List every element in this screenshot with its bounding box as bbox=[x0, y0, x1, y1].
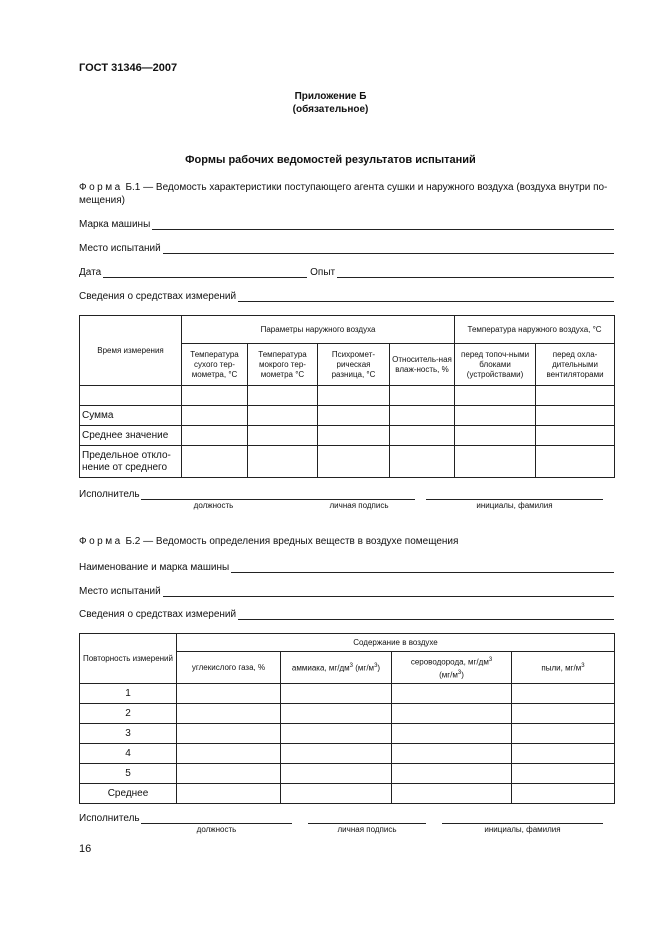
table-cell[interactable] bbox=[390, 446, 455, 478]
test-place-line-2[interactable] bbox=[163, 585, 614, 597]
executor-label-2: Исполнитель bbox=[79, 813, 140, 824]
form1-caption-line1: Б.1 — Ведомость характеристики поступающего агента сушки и наружного воздуха (воздуха внутри по- bbox=[125, 182, 608, 193]
table-cell[interactable] bbox=[512, 744, 615, 764]
col-h2s-unit: (мг/м bbox=[439, 670, 458, 680]
signature-caption: личная подпись bbox=[329, 501, 389, 510]
close-paren: ) bbox=[461, 670, 464, 680]
table-cell[interactable] bbox=[177, 744, 281, 764]
table-cell[interactable] bbox=[390, 406, 455, 426]
initials-line[interactable] bbox=[426, 498, 603, 500]
row-label: 4 bbox=[80, 744, 177, 764]
name-brand-field[interactable] bbox=[79, 559, 614, 573]
table-row bbox=[80, 704, 615, 724]
test-place-field-2[interactable] bbox=[79, 583, 614, 597]
table-cell[interactable] bbox=[177, 684, 281, 704]
form1-prefix: Форма bbox=[79, 182, 123, 193]
table-cell[interactable] bbox=[455, 446, 536, 478]
page-number: 16 bbox=[79, 843, 92, 855]
col-ammonia-unit: (мг/м bbox=[355, 663, 375, 673]
table-cell[interactable] bbox=[177, 724, 281, 744]
table-cell[interactable] bbox=[536, 426, 615, 446]
table-cell[interactable] bbox=[392, 764, 512, 784]
test-place-line[interactable] bbox=[163, 242, 614, 254]
name-brand-label: Наименование и марка машины bbox=[79, 562, 230, 573]
table-cell[interactable] bbox=[177, 704, 281, 724]
table-cell[interactable] bbox=[455, 406, 536, 426]
test-place-label-2: Место испытаний bbox=[79, 586, 161, 597]
table-cell[interactable] bbox=[281, 764, 392, 784]
form1-caption-line2: мещения) bbox=[79, 195, 125, 206]
form2-caption bbox=[79, 535, 619, 548]
instruments-line[interactable] bbox=[238, 290, 614, 302]
table-cell[interactable] bbox=[248, 426, 318, 446]
col-humidity: Относитель-ная влаж-ность, % bbox=[390, 344, 455, 386]
table-cell[interactable] bbox=[536, 386, 615, 406]
repeat-header: Повторность измерений bbox=[80, 634, 177, 684]
form2-signature bbox=[79, 810, 614, 824]
table-cell[interactable] bbox=[512, 724, 615, 744]
sup3: 3 bbox=[349, 663, 354, 670]
machine-brand-label: Марка машины bbox=[79, 219, 151, 230]
form2-table bbox=[79, 633, 615, 804]
name-brand-line[interactable] bbox=[231, 561, 614, 573]
sup3: 3 bbox=[488, 656, 493, 663]
table-row bbox=[80, 684, 615, 704]
experiment-line[interactable] bbox=[337, 266, 614, 278]
close-paren: ) bbox=[377, 663, 381, 673]
test-place-label: Место испытаний bbox=[79, 243, 161, 254]
sup3: 3 bbox=[581, 663, 585, 670]
initials-caption: инициалы, фамилия bbox=[476, 501, 553, 510]
col-dust bbox=[512, 652, 615, 684]
table-cell[interactable] bbox=[390, 386, 455, 406]
position-caption-2: должность bbox=[196, 825, 237, 834]
machine-brand-field[interactable] bbox=[79, 216, 614, 230]
machine-brand-line[interactable] bbox=[152, 218, 614, 230]
table-cell[interactable] bbox=[318, 406, 390, 426]
table-cell[interactable] bbox=[281, 724, 392, 744]
table-cell[interactable] bbox=[182, 386, 248, 406]
appendix-subtitle: (обязательное) bbox=[292, 104, 369, 115]
table-cell[interactable] bbox=[392, 784, 512, 804]
col-ammonia-text: аммиака, мг/дм bbox=[291, 663, 350, 673]
col-dust-text: пыли, мг/м bbox=[541, 663, 582, 673]
col-co2: углекислого газа, % bbox=[177, 652, 281, 684]
instruments-field-2[interactable] bbox=[79, 606, 614, 620]
signature-caption-2: личная подпись bbox=[337, 825, 397, 834]
table-cell[interactable] bbox=[318, 386, 390, 406]
instruments-label: Сведения о средствах измерений bbox=[79, 291, 237, 302]
outdoor-temp-header: Температура наружного воздуха, °С bbox=[455, 316, 615, 344]
table-cell[interactable] bbox=[248, 406, 318, 426]
table-cell[interactable] bbox=[182, 426, 248, 446]
row-label bbox=[80, 386, 182, 406]
table-row bbox=[80, 446, 615, 478]
row-label: 1 bbox=[80, 684, 177, 704]
col-before-heat: перед топоч-ными блоками (устройствами) bbox=[455, 344, 536, 386]
row-label: Среднее bbox=[80, 784, 177, 804]
position-line-2[interactable] bbox=[141, 822, 292, 824]
table-row bbox=[80, 386, 615, 406]
signature-line-2[interactable] bbox=[308, 822, 426, 824]
date-experiment-field[interactable] bbox=[79, 264, 614, 278]
appendix-title: Приложение Б bbox=[294, 91, 367, 102]
table-cell[interactable] bbox=[392, 704, 512, 724]
table-cell[interactable] bbox=[182, 406, 248, 426]
table-cell[interactable] bbox=[455, 386, 536, 406]
form1-caption bbox=[79, 181, 619, 207]
row-label: 2 bbox=[80, 704, 177, 724]
initials-caption-2: инициалы, фамилия bbox=[484, 825, 561, 834]
instruments-line-2[interactable] bbox=[238, 608, 614, 620]
table-cell[interactable] bbox=[281, 744, 392, 764]
table-row bbox=[80, 426, 615, 446]
table-cell[interactable] bbox=[512, 704, 615, 724]
date-line[interactable] bbox=[103, 266, 307, 278]
row-label: Предельное откло-нение от среднего bbox=[80, 446, 182, 478]
table-row bbox=[80, 764, 615, 784]
form2-caption-text: Б.2 — Ведомость определения вредных веществ в воздухе помещения bbox=[125, 536, 459, 547]
table-cell[interactable] bbox=[392, 684, 512, 704]
executor-label: Исполнитель bbox=[79, 489, 140, 500]
col-h2s bbox=[392, 652, 512, 684]
table-cell[interactable] bbox=[182, 446, 248, 478]
content-header: Содержание в воздухе bbox=[177, 634, 615, 652]
table-cell[interactable] bbox=[177, 784, 281, 804]
table-cell[interactable] bbox=[392, 724, 512, 744]
table-cell[interactable] bbox=[281, 784, 392, 804]
experiment-label: Опыт bbox=[310, 267, 336, 278]
table-cell[interactable] bbox=[390, 426, 455, 446]
col-wet-thermo: Температура мокрого тер-мометра °С bbox=[248, 344, 318, 386]
table-cell[interactable] bbox=[512, 784, 615, 804]
table-row bbox=[80, 406, 615, 426]
table-cell[interactable] bbox=[248, 446, 318, 478]
col-h2s-text: сероводорода, мг/дм bbox=[410, 657, 489, 667]
date-label: Дата bbox=[79, 267, 102, 278]
instruments-field[interactable] bbox=[79, 288, 614, 302]
row-label: 5 bbox=[80, 764, 177, 784]
col-before-cool: перед охла-дительными вентиляторами bbox=[536, 344, 615, 386]
instruments-label-2: Сведения о средствах измерений bbox=[79, 609, 237, 620]
document-code: ГОСТ 31346—2007 bbox=[79, 62, 178, 74]
row-label: Среднее значение bbox=[80, 426, 182, 446]
table-cell[interactable] bbox=[177, 764, 281, 784]
table-cell[interactable] bbox=[536, 406, 615, 426]
sup3: 3 bbox=[374, 663, 378, 670]
table-cell[interactable] bbox=[318, 446, 390, 478]
table-cell[interactable] bbox=[248, 386, 318, 406]
col-psychro: Психромет-рическая разница, °С bbox=[318, 344, 390, 386]
table-row bbox=[80, 724, 615, 744]
signature-line[interactable] bbox=[303, 498, 415, 500]
table-cell[interactable] bbox=[318, 426, 390, 446]
initials-line-2[interactable] bbox=[442, 822, 603, 824]
time-header: Время измерения bbox=[80, 316, 182, 386]
section-title: Формы рабочих ведомостей результатов испытаний bbox=[185, 154, 476, 166]
col-dry-thermo: Температура сухого тер-мометра, °С bbox=[182, 344, 248, 386]
form2-prefix: Форма bbox=[79, 536, 123, 547]
table-row bbox=[80, 744, 615, 764]
form1-signature bbox=[79, 486, 614, 500]
position-caption: должность bbox=[193, 501, 234, 510]
outdoor-params-header: Параметры наружного воздуха bbox=[182, 316, 455, 344]
row-label: Сумма bbox=[80, 406, 182, 426]
table-cell[interactable] bbox=[281, 684, 392, 704]
table-cell[interactable] bbox=[536, 446, 615, 478]
table-cell[interactable] bbox=[281, 704, 392, 724]
col-ammonia bbox=[281, 652, 392, 684]
row-label: 3 bbox=[80, 724, 177, 744]
table-cell[interactable] bbox=[455, 426, 536, 446]
table-cell[interactable] bbox=[392, 744, 512, 764]
table-cell[interactable] bbox=[512, 684, 615, 704]
table-row bbox=[80, 784, 615, 804]
form1-table bbox=[79, 315, 615, 478]
test-place-field[interactable] bbox=[79, 240, 614, 254]
sup3: 3 bbox=[457, 669, 462, 676]
table-cell[interactable] bbox=[512, 764, 615, 784]
